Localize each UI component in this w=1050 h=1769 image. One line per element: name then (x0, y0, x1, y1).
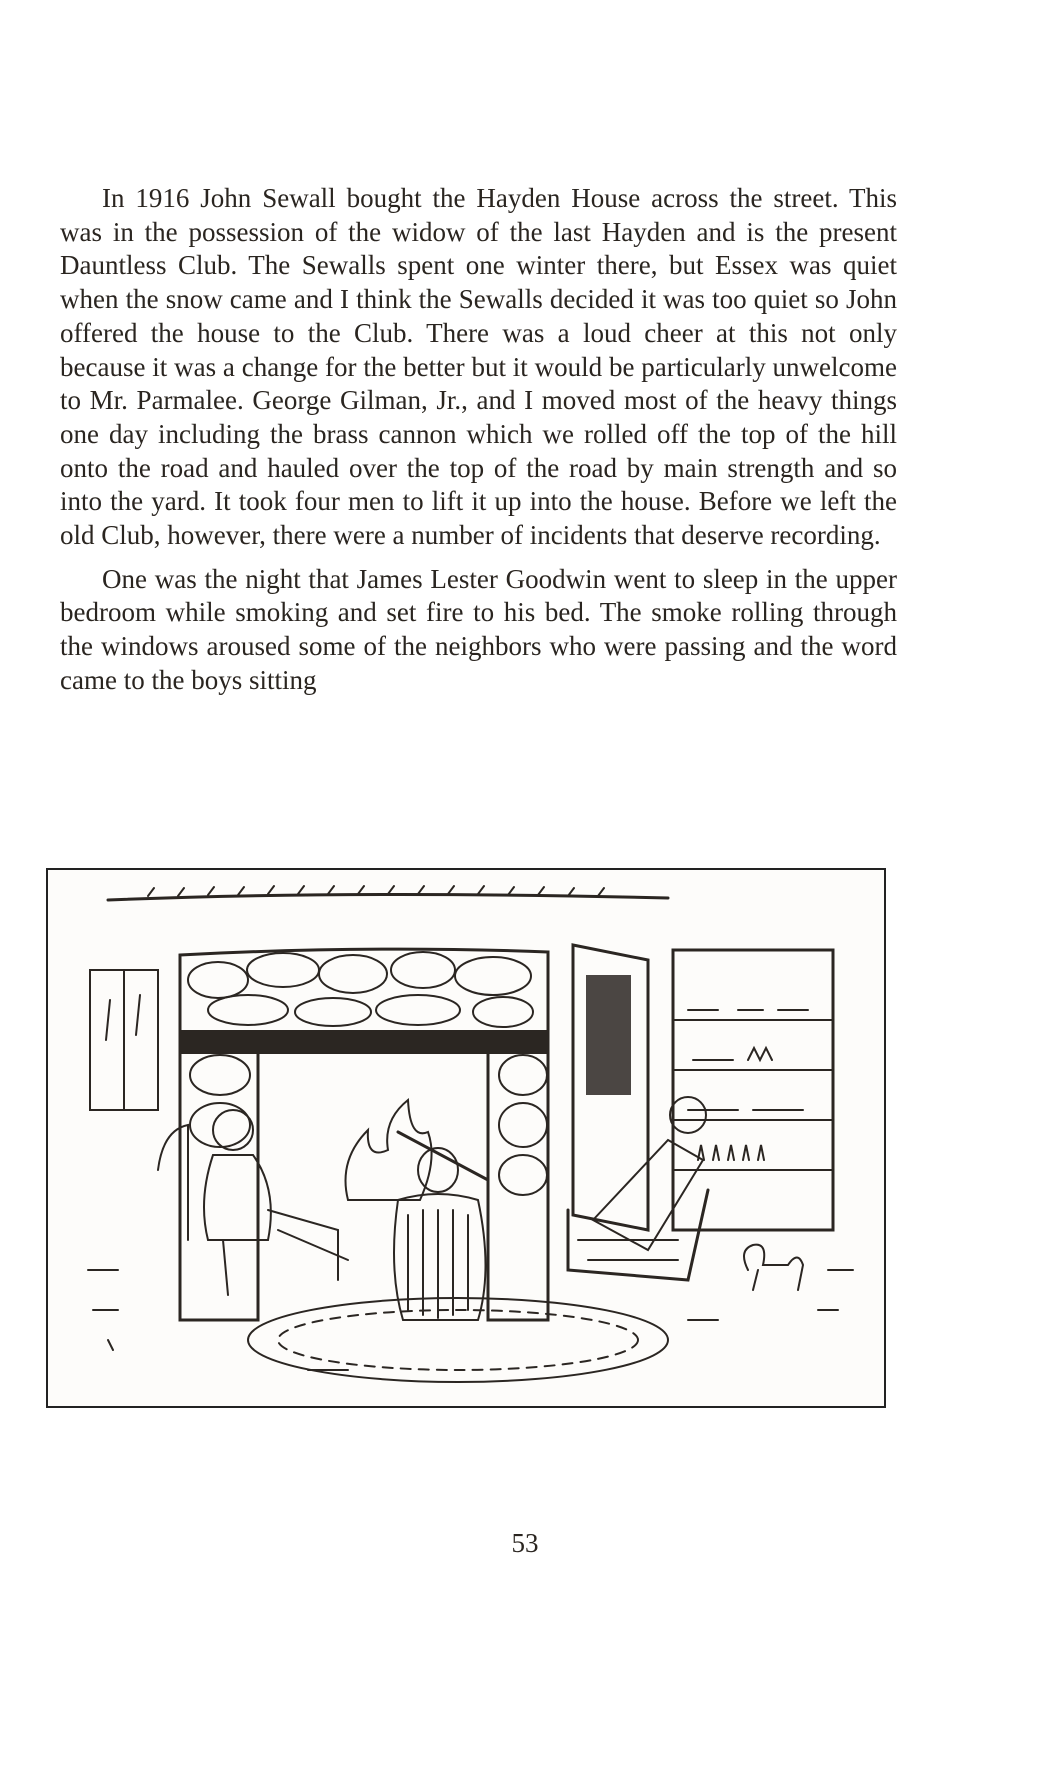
ceiling-beam (108, 894, 668, 900)
cupboard (573, 945, 833, 1230)
illustration-drawing (48, 870, 884, 1406)
reclining-man (568, 1097, 708, 1280)
fire (346, 1100, 432, 1200)
paragraph-1: In 1916 John Sewall bought the Hayden House across the street. This was in the possession of the widow of the last Hayden and is the present Dauntless Club. The Sewalls spent one winter there, but Essex was quiet when the snow came and I think the Sewalls decided it was too quiet so John offered the house to the Club. There was a loud cheer at this not only because it was a change for the better but it would be particularly unwelcome to Mr. Parmalee. George Gilman, Jr., and I moved most of the heavy things one day including the brass cannon which we rolled off the top of the hill onto the road and hauled over the top of the road by main strength and so into the yard. It took four men to lift it up into the house. Before we left the old Club, however, there were a number of incidents that deserve recording. (60, 183, 897, 551)
paragraph-2: One was the night that James Lester Goodwin went to sleep in the upper bedroom while smoking and set fire to his bed. The smoke rolling through the windows aroused some of the neighbors who were passing and the word came to the boys sitting (60, 563, 897, 695)
body-text (60, 182, 897, 708)
small-dog (744, 1245, 803, 1290)
fireplace-illustration (46, 868, 886, 1408)
left-seated-man (158, 1110, 348, 1295)
page-number: 53 (511, 1528, 539, 1558)
floor-seated-man (394, 1148, 486, 1320)
